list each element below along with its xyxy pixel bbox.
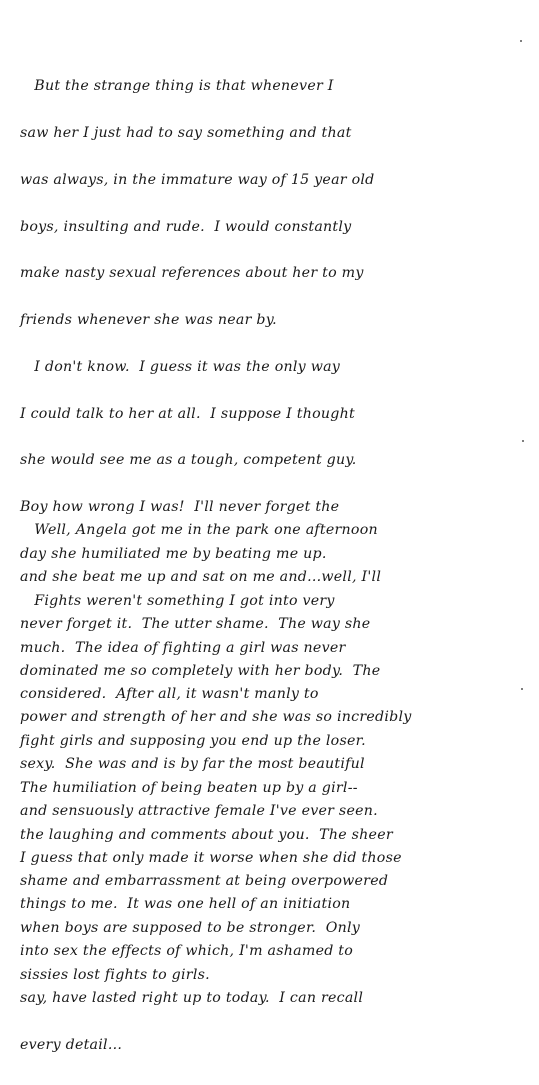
text-line: say, have lasted right up to today. I can recall [20, 990, 364, 1006]
text-line: shame and embarrassment at being overpowered [20, 873, 389, 890]
text-line: I guess that only made it worse when she did those [20, 849, 402, 866]
text-line: power and strength of her and she was so incredibly [20, 709, 412, 726]
text-line: Boy how wrong I was! I'll never forget the [20, 499, 340, 516]
text-line: But the strange thing is that whenever I [20, 78, 334, 95]
text-line: she would see me as a tough, competent guy. [20, 452, 357, 469]
text-line: was always, in the immature way of 15 year old [20, 171, 375, 188]
text-line: friends whenever she was near by. [20, 312, 277, 329]
text-line: when boys are supposed to be stronger. Only [20, 920, 361, 937]
text-line: every detail... [20, 1036, 123, 1053]
text-line: considered. After all, it wasn't manly to [20, 686, 319, 703]
scan-speck [522, 440, 524, 442]
scan-speck [521, 688, 523, 690]
text-line: into sex the effects of which, I'm ashamed to [20, 943, 354, 960]
text-line: saw her I just had to say something and that [20, 124, 352, 141]
text-line: fight girls and supposing you end up the loser. [20, 733, 366, 750]
paragraph-block-2 [20, 492, 530, 1085]
text-line: make nasty sexual references about her to my [20, 265, 364, 282]
text-line: and she beat me up and sat on me and...well, I'll [20, 568, 382, 585]
scan-speck [520, 40, 522, 42]
text-line: boys, insulting and rude. I would constantly [20, 218, 352, 235]
text-line: Fights weren't something I got into very [20, 592, 335, 609]
text-line: the laughing and comments about you. The sheer [20, 826, 393, 843]
text-line: I don't know. I guess it was the only way [20, 358, 341, 375]
text-line: and sensuously attractive female I've ever seen. [20, 802, 378, 819]
text-line: dominated me so completely with her body. The [20, 662, 381, 679]
text-line: things to me. It was one hell of an initiation [20, 896, 351, 913]
text-line: sissies lost fights to girls. [20, 967, 210, 984]
text-line: sexy. She was and is by far the most beautiful [20, 756, 365, 773]
text-line: much. The idea of fighting a girl was never [20, 639, 346, 656]
text-line: never forget it. The utter shame. The way she [20, 615, 371, 632]
text-line: day she humiliated me by beating me up. [20, 546, 327, 562]
text-line: I could talk to her at all. I suppose I thought [20, 405, 355, 422]
text-line: The humiliation of being beaten up by a girl-- [20, 779, 358, 796]
text-line: Well, Angela got me in the park one afternoon [20, 522, 378, 539]
